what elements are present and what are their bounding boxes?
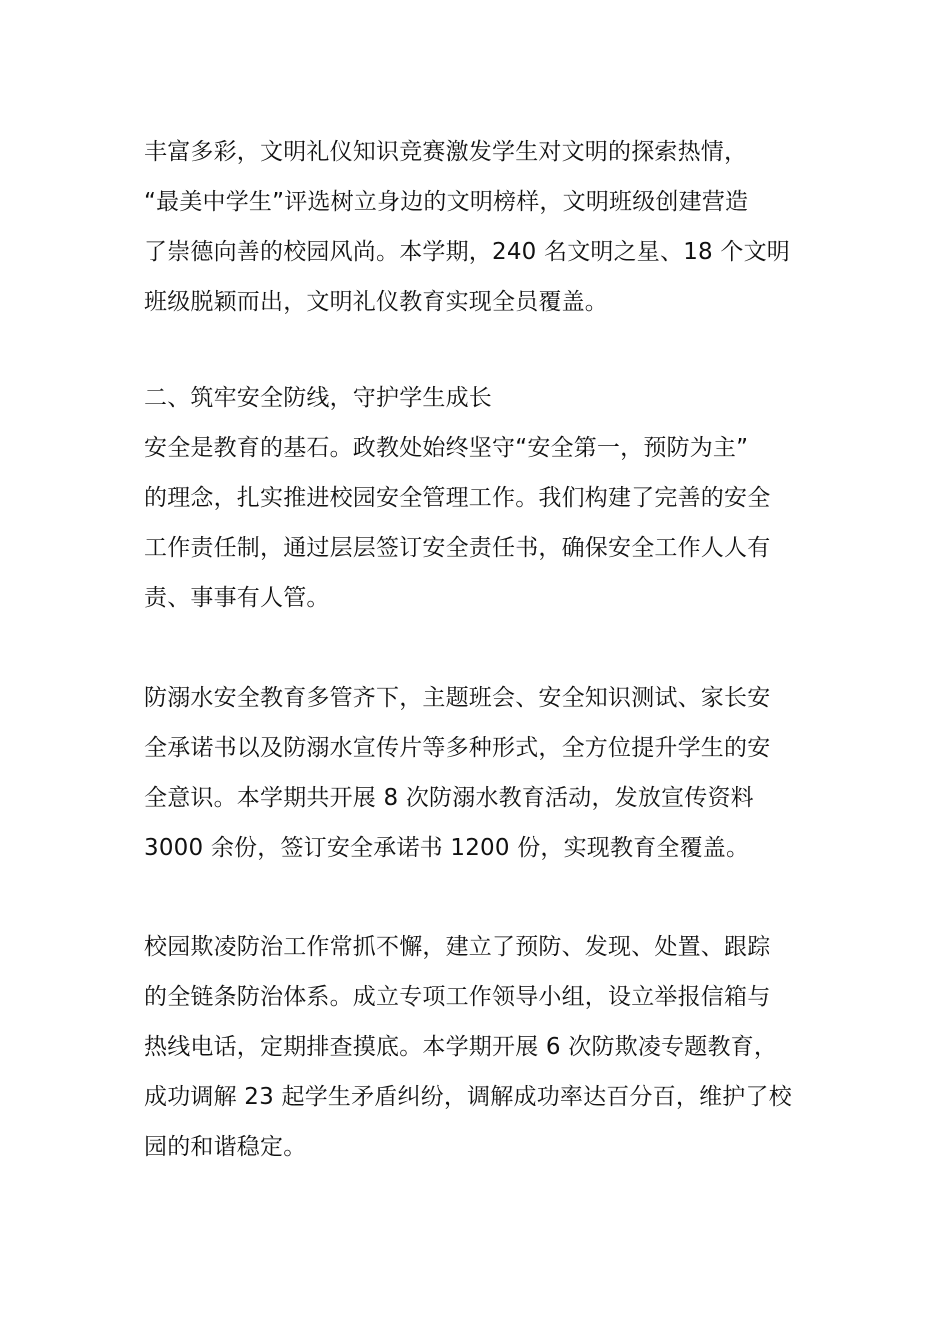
text-line: 的全链条防治体系。成立专项工作领导小组，设立举报信箱与 <box>144 984 771 1010</box>
text-line: 全承诺书以及防溺水宣传片等多种形式，全方位提升学生的安 <box>144 735 771 761</box>
section-heading: 二、筑牢安全防线，守护学生成长 <box>144 385 492 411</box>
text-line: 丰富多彩，文明礼仪知识竞赛激发学生对文明的探索热情， <box>144 139 748 165</box>
text-line: 园的和谐稳定。 <box>144 1134 307 1160</box>
text-line: 的理念，扎实推进校园安全管理工作。我们构建了完善的安全 <box>144 485 771 511</box>
text-line: 安全是教育的基石。政教处始终坚守“安全第一，预防为主” <box>144 435 749 461</box>
text-line: 班级脱颖而出，文明礼仪教育实现全员覆盖。 <box>144 289 608 315</box>
text-line: 工作责任制，通过层层签订安全责任书，确保安全工作人人有 <box>144 535 771 561</box>
text-line: 了崇德向善的校园风尚。本学期，240 名文明之星、18 个文明 <box>144 239 790 265</box>
text-line: 校园欺凌防治工作常抓不懈，建立了预防、发现、处置、跟踪 <box>144 934 771 960</box>
text-line: 防溺水安全教育多管齐下，主题班会、安全知识测试、家长安 <box>144 685 771 711</box>
text-line: 热线电话，定期排查摸底。本学期开展 6 次防欺凌专题教育， <box>144 1034 778 1060</box>
text-line: “最美中学生”评选树立身边的文明榜样，文明班级创建营造 <box>144 189 749 215</box>
text-line: 责、事事有人管。 <box>144 585 330 611</box>
text-line: 全意识。本学期共开展 8 次防溺水教育活动，发放宣传资料 <box>144 785 754 811</box>
text-line: 成功调解 23 起学生矛盾纠纷，调解成功率达百分百，维护了校 <box>144 1084 792 1110</box>
text-line: 3000 余份，签订安全承诺书 1200 份，实现教育全覆盖。 <box>144 835 750 861</box>
